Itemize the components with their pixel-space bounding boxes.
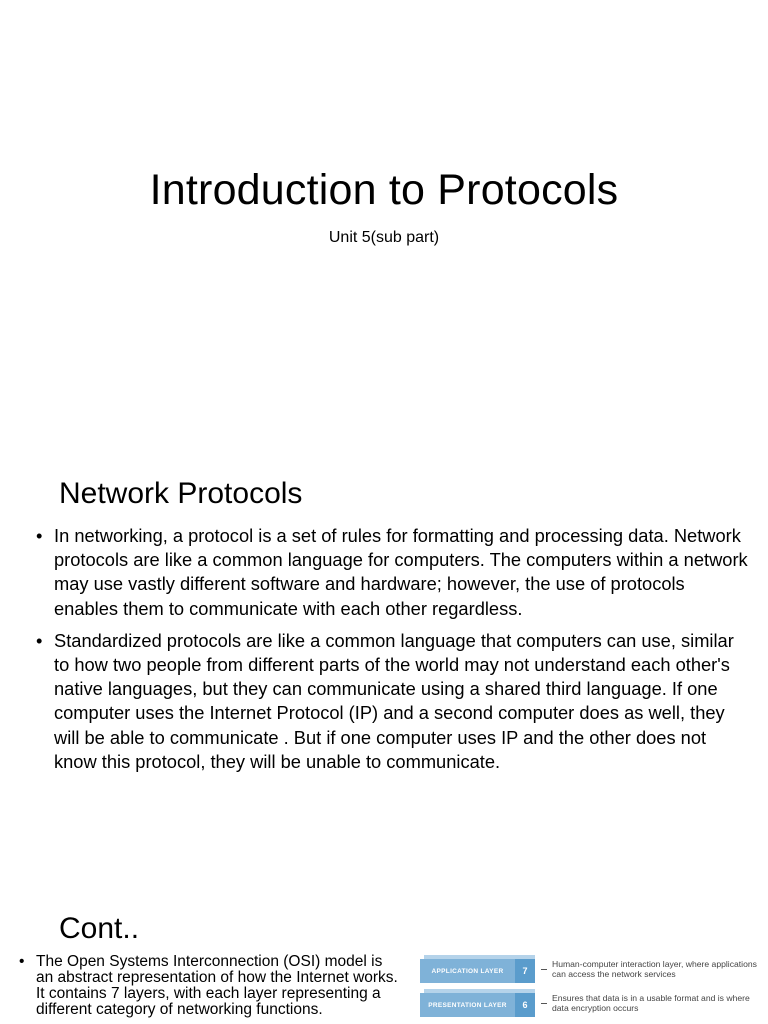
layer-name: PRESENTATION LAYER [420,993,515,1017]
bullet-text: Standardized protocols are like a common language that computers can use, similar to how two people from different parts of the world may not understand each other's native languages, but they can communicate using a shared third language. If one computer uses the Internet Protocol (IP) and a second computer does as well, they will be able to communicate . But if one computer uses IP and the other does not know this protocol, they will be unable to communicate. [54,629,734,772]
osi-layer-row [418,989,758,1019]
layer-number: 7 [515,959,535,983]
osi-diagram [418,955,758,1024]
bullet-item [36,629,748,774]
connector-line [541,1003,547,1004]
slide-subtitle: Unit 5(sub part) [328,229,440,246]
layer-number: 6 [515,993,535,1017]
layer-description: Human-computer interaction layer, where applications can access the network services [552,959,757,979]
slide-heading: Cont.. [59,912,140,945]
osi-model-slide [0,864,768,1024]
bullet-list [19,954,399,1018]
bullet-marker: • [36,525,43,546]
slide-heading: Network Protocols [59,477,303,510]
bullet-item [19,954,399,1018]
slide-title: Introduction to Protocols [149,166,619,214]
connector-line [541,969,547,970]
bullet-item [36,524,748,621]
bullet-marker: • [19,953,25,970]
osi-layer-row [418,955,758,985]
bullet-text: In networking, a protocol is a set of rules for formatting and processing data. Network protocols are like a common language for computers. The computers within a network may use vastly different software and hardware; however, the use of protocols enables them to communicate with each other regardless. [54,525,748,619]
title-slide [0,0,768,432]
layer-name: APPLICATION LAYER [420,959,515,983]
network-protocols-slide [0,432,768,864]
bullet-list [36,524,748,782]
layer-description: Ensures that data is in a usable format and is where data encryption occurs [552,993,750,1013]
bullet-marker: • [36,629,43,651]
bullet-text: The Open Systems Interconnection (OSI) model is an abstract representation of how the Internet works. It contains 7 layers, with each layer representing a different category of networking functions. [36,953,398,1018]
